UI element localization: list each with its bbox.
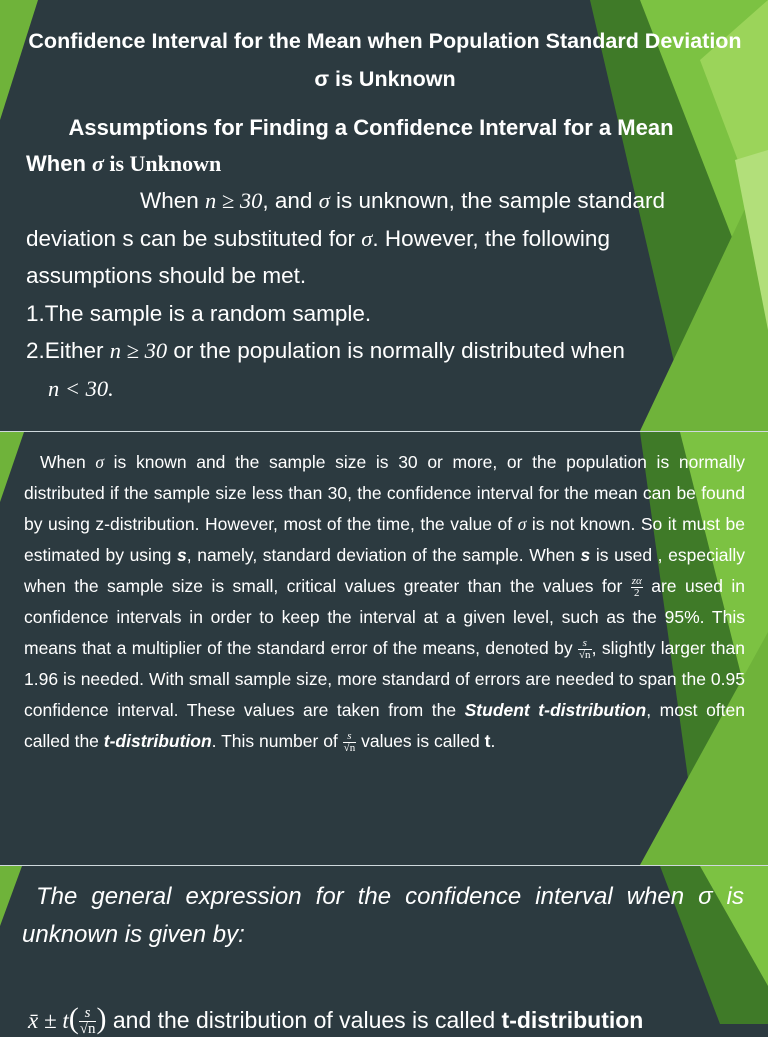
standard-error-fraction-2: $\frac{s}{√n}$: [343, 729, 356, 754]
slide-1: [0, 0, 768, 431]
section-heading: Assumptions for Finding a Confidence Interval for a Mean When σ is Unknown: [26, 115, 674, 176]
slide-3: [0, 866, 768, 1037]
page-title: Confidence Interval for the Mean when Population Standard Deviation σ is Unknown: [28, 29, 742, 91]
assumption-item-1: 1.The sample is a random sample.: [26, 300, 372, 326]
standard-error-fraction: $\frac{s}{√n}$: [579, 636, 591, 661]
slide-2: [0, 432, 768, 865]
assumption-item-2: 2.Either n ≥ 30 or the population is normally distributed when: [26, 338, 625, 364]
explanation-paragraph: When σ is known and the sample size is 30 or more, or the population is normally distributed if the sample size less than 30, the confidence interval for the mean can be found by using z-distribution. However, most of the time, the value of σ is not known. So it must be estimated by using s, namely, standard deviation of the sample. When s is used , especially when the sample size is small, critical values greater than the values for $\frac{z\alpha}{2}$ are used in confidence intervals in order to keep the interval at a given level, such as the 95%. This means that a multiplier of the standard error of the means, denoted by $\frac{s}{√n}$ , slightly larger than 1.96 is needed. With small sample size, more standard of errors are needed to span the 0.95 confidence interval. These values are taken from the Student t-distribution, most often called the t-distribution. This number of $\frac{s}{√n}$ values is called t.: [24, 452, 746, 754]
general-expression-text: The general expression for the confidence interval when σ is unknown is given by:: [22, 883, 744, 948]
confidence-interval-formula: x̄ ± t( $\frac{s}{√n}$ ) and the distribution of values is called t-distribution: [28, 1002, 644, 1037]
assumption-item-2-cont: n < 30.: [48, 375, 114, 401]
assumptions-body: When n ≥ 30, and σ is unknown, the sample standard deviation s can be substituted for σ. However, the following assumptions should be met. 1.The sample is a random sample. 2.Either n ≥ 30 or the population is normally distributed when n < 30.: [26, 182, 716, 408]
z-alpha-over-2: $\frac{z\alpha}{2}$: [631, 574, 642, 599]
